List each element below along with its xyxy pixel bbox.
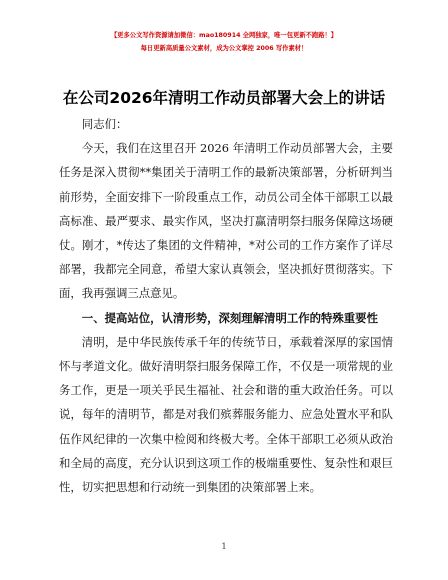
promo-banner-line-1: 【更多公文写作资源请加微信：mao180914 全网独家，唯一包更新不跑路！】 [110,32,338,39]
greeting: 同志们： [81,117,128,131]
document-title: 在公司2026年清明工作动员部署大会上的讲话 [62,89,386,107]
page-number: 1 [221,542,227,551]
document-body [59,112,393,499]
paragraph-section-1: 清明，是中华民族传承千年的传统节日，承载着深厚的家国情怀与孝道文化。做好清明祭扫服务保障工作，不仅是一项常规的业务工作，更是一项关乎民生福祉、社会和谐的重大政治任务。可以说，每年的清明节，都是对我们殡葬服务能力、应急处置水平和队伍作风纪律的一次集中检阅和终极大考。全体干部职工必须从政治和全局的高度，充分认识到这项工作的极端重要性、复杂性和艰巨性，切实把思想和行动统一到集团的决策部署上来。 [59,334,393,495]
paragraph-intro: 今天，我们在这里召开 2026 年清明工作动员部署大会，主要任务是深入贯彻**集团关于清明工作的最新决策部署，分析研判当前形势，全面安排下一阶段重点工作，动员公司全体干部职工以最高标准、最严要求、最实作风，坚决打赢清明祭扫服务保障这场硬仗。刚才，*传达了集团的文件精神，*对公司的工作方案作了详尽部署，我都完全同意，希望大家认真领会，坚决抓好贯彻落实。下面，我再强调三点意见。 [59,141,393,301]
promo-banner-line-2: 每日更新高质量公文素材，成为公文掌控 2006 写作素材！ [140,45,308,52]
section-heading-1-text: 一、提高站位，认清形势，深刻理解清明工作的特殊重要性 [81,310,378,325]
section-heading-1 [59,306,393,330]
